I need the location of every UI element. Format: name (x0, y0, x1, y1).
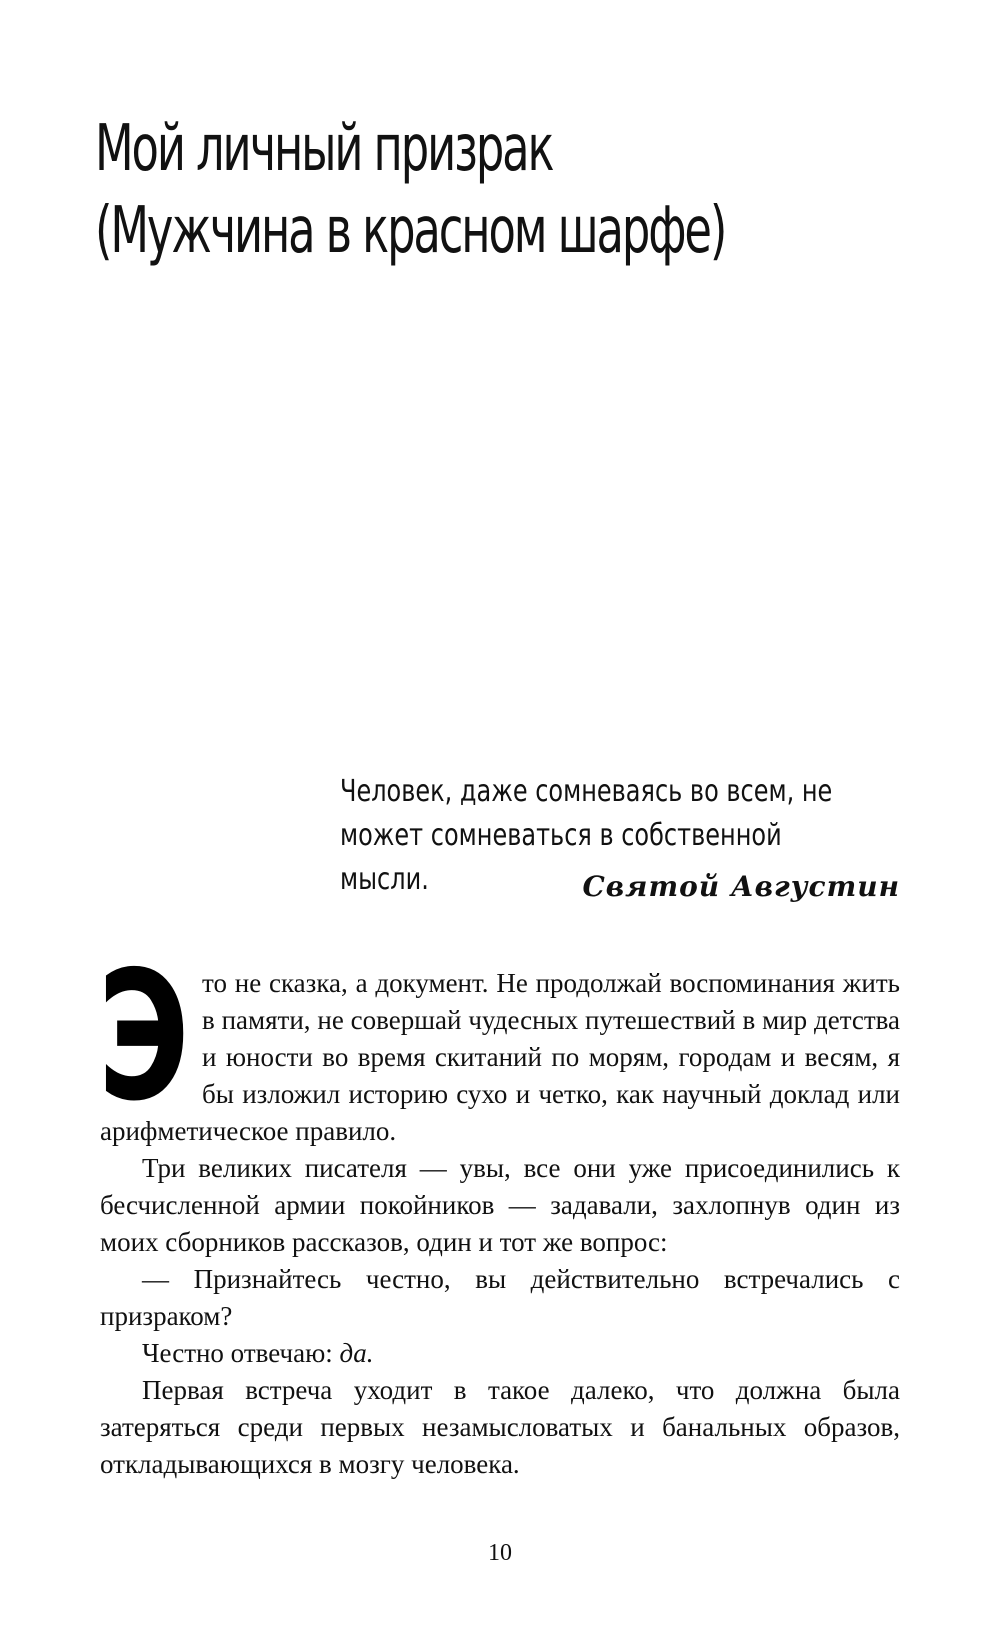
chapter-title-line-1: Мой личный призрак (95, 112, 553, 186)
paragraph-5: Первая встреча уходит в такое далеко, что должна была затеряться среди первых незамысловатых и банальных образов, откладывающихся в мозгу человека. (100, 1375, 900, 1479)
paragraph-4-answer: да. (339, 1338, 374, 1368)
paragraph-4-prefix: Честно отвечаю: (142, 1338, 340, 1368)
epigraph-author: Святой Августин (582, 870, 900, 903)
chapter-body (98, 933, 900, 1483)
drop-cap: Э (98, 933, 190, 1140)
chapter-title (95, 108, 726, 272)
page-number: 10 (488, 1540, 512, 1566)
paragraph-1 (98, 933, 900, 1150)
paragraph-4 (100, 1335, 900, 1372)
paragraph-1-text: то не сказка, а документ. Не продолжай воспоминания жить в памяти, не совершай чудесных путешествий в мир детства и юности во время скитаний по морям, городам и весям, я бы изложил историю сухо и четко, как научный доклад или арифметическое правило. (100, 968, 900, 1146)
chapter-title-line-2: (Мужчина в красном шарфе) (95, 194, 726, 268)
epigraph-text: Человек, даже сомневаясь во всем, не может сомневаться в собственной мысли. (340, 774, 833, 897)
epigraph (340, 770, 900, 902)
paragraph-2: Три великих писателя — увы, все они уже присоединились к бесчисленной армии покойников — задавали, захлопнув один из моих сборников рассказов, один и тот же вопрос: (100, 1153, 900, 1257)
paragraph-3: — Признайтесь честно, вы действительно встречались с призраком? (100, 1264, 900, 1331)
